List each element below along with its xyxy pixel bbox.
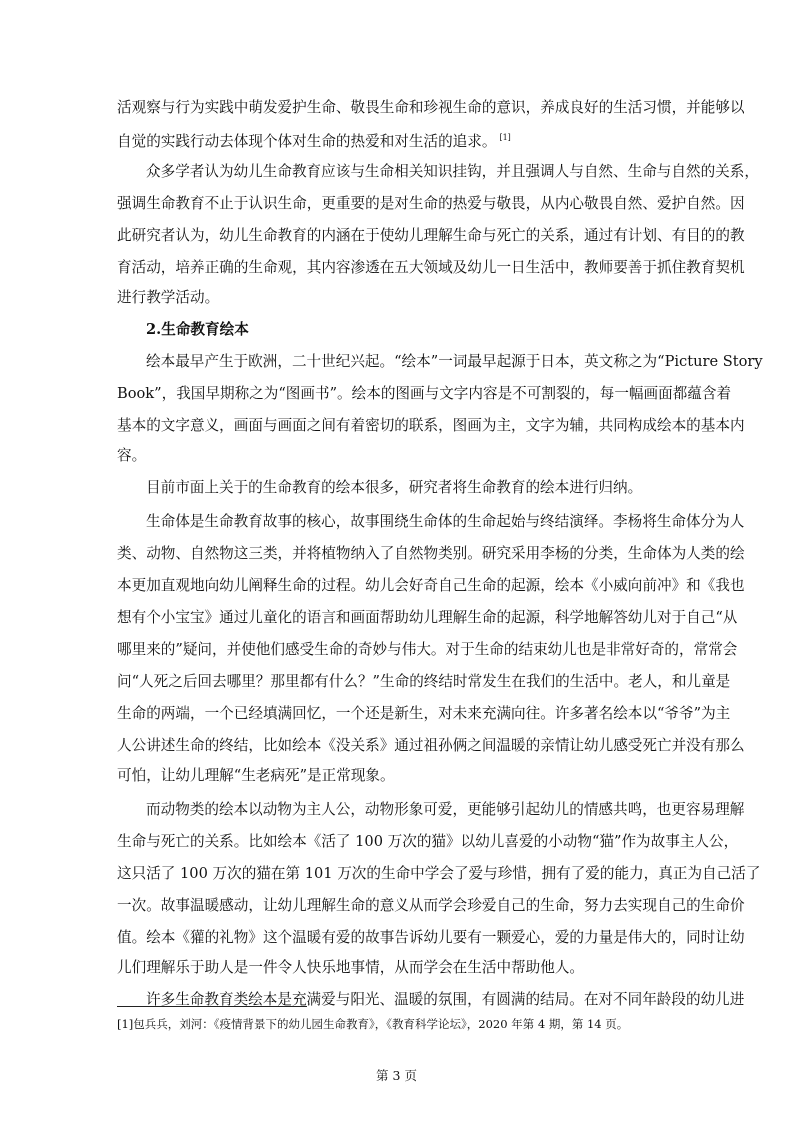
text-line: 类、动物、自然物这三类，并将植物纳入了自然物类别。研究采用李杨的分类，生命体为人类的绘	[117, 545, 745, 562]
text-line: 容。	[117, 447, 147, 464]
text-line: 强调生命教育不止于认识生命，更重要的是对生命的热爱与敬畏，从内心敬畏自然、爱护自然。因	[117, 195, 745, 212]
text-line: 人公讲述生命的终结，比如绘本《没关系》通过祖孙俩之间温暖的亲情让幼儿感受死亡并没有那么	[117, 737, 745, 754]
text-line: 活观察与行为实践中萌发爱护生命、敬畏生命和珍视生命的意识，养成良好的生活习惯，并能够以	[117, 99, 745, 116]
text-line: 而动物类的绘本以动物为主人公，动物形象可爱，更能够引起幼儿的情感共鸣，也更容易理解	[146, 801, 745, 818]
footnote: [1]包兵兵，刘河：《疫情背景下的幼儿园生命教育》，《教育科学论坛》，2020 年第 4 期，第 14 页。	[117, 1017, 629, 1031]
text-line: 可怕，让幼儿理解“生老病死”是正常现象。	[117, 767, 395, 784]
text-line: Book”，我国早期称之为“图画书”。绘本的图画与文字内容是不可割裂的，每一幅画面都蕴含着	[117, 385, 732, 402]
text-line: 值。绘本《獾的礼物》这个温暖有爱的故事告诉幼儿要有一颗爱心，爱的力量是伟大的，同时让幼	[117, 929, 745, 946]
text-line: 基本的文字意义，画面与画面之间有着密切的联系，图画为主，文字为辅，共同构成绘本的基本内	[117, 417, 745, 434]
text-line: 想有个小宝宝》通过儿童化的语言和画面帮助幼儿理解生命的起源，科学地解答幼儿对于自己“从	[117, 609, 738, 626]
text-line: 生命体是生命教育故事的核心，故事围绕生命体的生命起始与终结演绎。李杨将生命体分为人	[146, 513, 745, 530]
text-line: 这只活了 100 万次的猫在第 101 万次的生命中学会了爱与珍惜，拥有了爱的能力，真正为自己活了	[117, 865, 761, 882]
text-line: 生命的两端，一个已经填满回忆，一个还是新生，对未来充满向往。许多著名绘本以“爷爷”为主	[117, 705, 731, 722]
text-line: 此研究者认为，幼儿生命教育的内涵在于使幼儿理解生命与死亡的关系，通过有计划、有目的的教	[117, 227, 745, 244]
text-line: 一次。故事温暖感动，让幼儿理解生命的意义从而学会珍爱自己的生命，努力去实现自己的生命价	[117, 897, 745, 914]
text-line: 儿们理解乐于助人是一件令人快乐地事情，从而学会在生活中帮助他人。	[117, 959, 585, 976]
section-heading: 2.生命教育绘本	[146, 321, 249, 338]
text-line: 许多生命教育类绘本是充满爱与阳光、温暖的氛围，有圆满的结局。在对不同年龄段的幼儿进	[146, 991, 745, 1008]
text-line: 哪里来的”疑问，并使他们感受生命的奇妙与伟大。对于生命的结束幼儿也是非常好奇的，常常会	[117, 641, 738, 658]
text-line: 绘本最早产生于欧洲，二十世纪兴起。“绘本”一词最早起源于日本，英文称之为“Picture Story	[146, 353, 763, 370]
text-line	[117, 128, 677, 152]
footnote-reference[interactable]: [1]	[499, 133, 511, 142]
text-line: 育活动，培养正确的生命观，其内容渗透在五大领域及幼儿一日生活中，教师要善于抓住教育契机	[117, 259, 745, 276]
text-line: 众多学者认为幼儿生命教育应该与生命相关知识挂钩，并且强调人与自然、生命与自然的关系，	[146, 163, 759, 180]
text-line: 生命与死亡的关系。比如绘本《活了 100 万次的猫》以幼儿喜爱的小动物“猫”作为故事主人公，	[117, 833, 739, 850]
page-number: 第 3 页	[376, 1068, 417, 1083]
text-line-content: 自觉的实践行动去体现个体对生命的热爱和对生活的追求。	[117, 132, 497, 150]
text-line: 进行教学活动。	[117, 289, 220, 306]
footnote-divider	[117, 1006, 307, 1007]
text-line: 本更加直观地向幼儿阐释生命的过程。幼儿会好奇自己生命的起源，绘本《小威向前冲》和《我也	[117, 577, 745, 594]
text-line: 问“人死之后回去哪里？那里都有什么？”生命的终结时常发生在我们的生活中。老人，和儿童是	[117, 673, 731, 690]
text-line: 目前市面上关于的生命教育的绘本很多，研究者将生命教育的绘本进行归纳。	[146, 479, 643, 496]
